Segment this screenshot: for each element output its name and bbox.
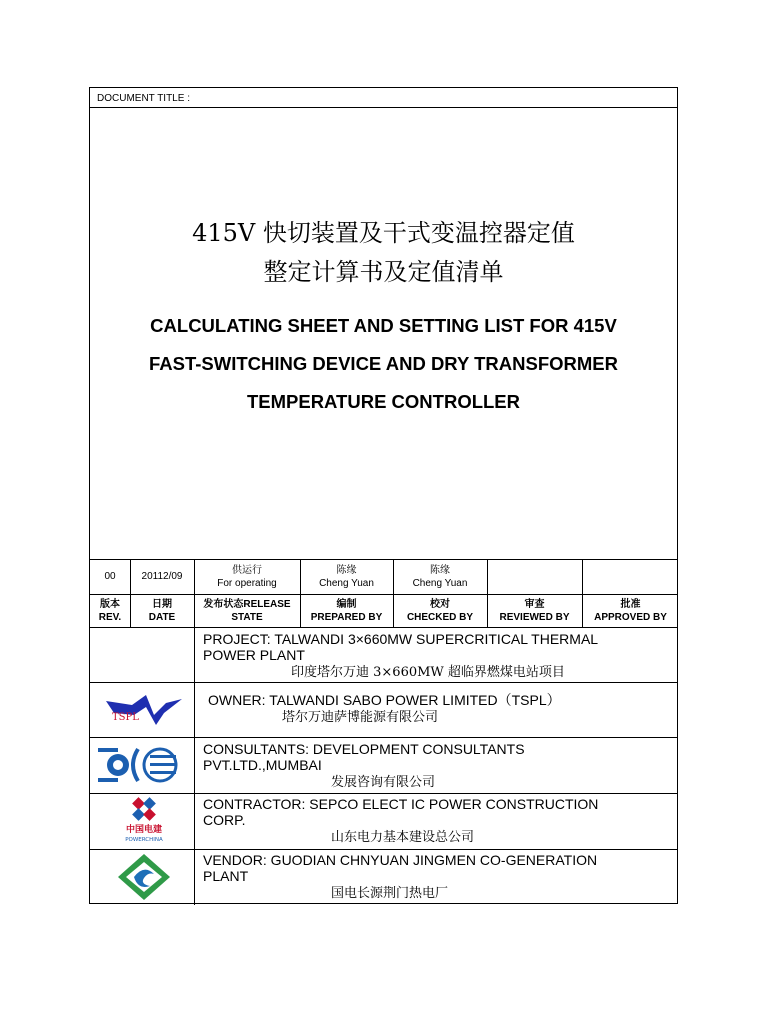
divider bbox=[90, 682, 677, 683]
prepared-header-cn: 编制 bbox=[336, 599, 357, 610]
consultants-block bbox=[203, 741, 525, 791]
owner-line-1: OWNER: TALWANDI SABO POWER LIMITED（TSPL） bbox=[208, 692, 561, 708]
vendor-cn: 国电长源荆门热电厂 bbox=[331, 886, 449, 901]
rev-header-cn: 版本 bbox=[100, 599, 120, 610]
reviewed-header-en: REVIEWED BY bbox=[499, 612, 570, 623]
powerchina-logo bbox=[112, 797, 176, 843]
english-title-line-2: FAST-SWITCHING DEVICE AND DRY TRANSFORMER bbox=[148, 353, 619, 374]
chinese-title-line-2: 整定计算书及定值清单 bbox=[263, 258, 504, 286]
contractor-line-1: CONTRACTOR: SEPCO ELECT IC POWER CONSTRUCTION bbox=[203, 796, 599, 812]
prepared-cn: 陈缘 bbox=[336, 565, 357, 576]
rev-value: 00 bbox=[104, 571, 116, 582]
divider bbox=[90, 107, 677, 108]
owner-block bbox=[208, 692, 561, 726]
english-title-line-3: TEMPERATURE CONTROLLER bbox=[246, 391, 521, 412]
checked-header-en: CHECKED BY bbox=[406, 612, 474, 623]
tspl-logo bbox=[102, 691, 186, 729]
vendor-block bbox=[203, 852, 597, 902]
approved-header bbox=[582, 598, 679, 624]
divider bbox=[90, 627, 677, 628]
date-value: 20112/09 bbox=[141, 571, 183, 582]
project-line-1: PROJECT: TALWANDI 3×660MW SUPERCRITICAL THERMAL bbox=[203, 631, 599, 647]
consultants-line-1: CONSULTANTS: DEVELOPMENT CONSULTANTS bbox=[203, 741, 525, 757]
prepared-header bbox=[300, 598, 393, 624]
powerchina-logo-cn: 中国电建 bbox=[125, 825, 163, 835]
powerchina-logo-en: POWERCHINA bbox=[125, 837, 163, 843]
reviewed-header bbox=[487, 598, 582, 624]
vendor-line-2: PLANT bbox=[203, 868, 249, 884]
rev-header bbox=[90, 598, 130, 624]
divider bbox=[90, 737, 677, 738]
approved-header-cn: 批准 bbox=[620, 599, 641, 610]
guodian-logo bbox=[114, 852, 174, 902]
checked-en: Cheng Yuan bbox=[412, 578, 468, 589]
divider bbox=[90, 849, 677, 850]
date-header-en: DATE bbox=[148, 612, 176, 623]
state-header-cn: 发布状态RELEASE bbox=[203, 599, 291, 610]
reviewed-header-cn: 审查 bbox=[524, 599, 545, 610]
state-header bbox=[194, 598, 300, 624]
project-cn: 印度塔尔万迪 3×660MW 超临界燃煤电站项目 bbox=[291, 665, 565, 680]
chinese-title-line-1: 415V 快切装置及干式变温控器定值 bbox=[192, 219, 575, 247]
approved-header-en: APPROVED BY bbox=[594, 612, 667, 623]
checked-header bbox=[393, 598, 487, 624]
contractor-cn: 山东电力基本建设总公司 bbox=[331, 830, 475, 845]
date-header-cn: 日期 bbox=[152, 599, 172, 610]
divider bbox=[90, 793, 677, 794]
tspl-logo-text: TSPL bbox=[112, 712, 139, 723]
document-title-label: DOCUMENT TITLE : bbox=[97, 93, 190, 104]
divider bbox=[90, 594, 677, 595]
owner-cn: 塔尔万迪萨博能源有限公司 bbox=[282, 710, 439, 725]
checked-value bbox=[393, 564, 487, 590]
english-title-line-1: CALCULATING SHEET AND SETTING LIST FOR 415V bbox=[150, 315, 617, 336]
vendor-line-1: VENDOR: GUODIAN CHNYUAN JINGMEN CO-GENERATION bbox=[203, 852, 598, 868]
prepared-en: Cheng Yuan bbox=[319, 578, 374, 589]
state-header-en: STATE bbox=[231, 612, 263, 623]
prepared-header-en: PREPARED BY bbox=[310, 612, 383, 623]
divider bbox=[90, 559, 677, 560]
project-line-2: POWER PLANT bbox=[203, 647, 305, 663]
state-value bbox=[194, 564, 300, 590]
checked-header-cn: 校对 bbox=[430, 599, 450, 610]
state-cn: 供运行 bbox=[232, 565, 262, 576]
state-en: For operating bbox=[217, 578, 277, 589]
prepared-value bbox=[300, 564, 393, 590]
contractor-line-2: CORP. bbox=[203, 812, 246, 828]
dcl-logo bbox=[96, 745, 182, 785]
document-frame bbox=[89, 87, 678, 904]
project-block bbox=[203, 631, 598, 681]
consultants-cn: 发展咨询有限公司 bbox=[331, 775, 436, 790]
date-header bbox=[130, 598, 194, 624]
contractor-block bbox=[203, 796, 598, 846]
rev-header-en: REV. bbox=[98, 612, 122, 623]
checked-cn: 陈缘 bbox=[430, 565, 450, 576]
consultants-line-2: PVT.LTD.,MUMBAI bbox=[203, 757, 322, 773]
